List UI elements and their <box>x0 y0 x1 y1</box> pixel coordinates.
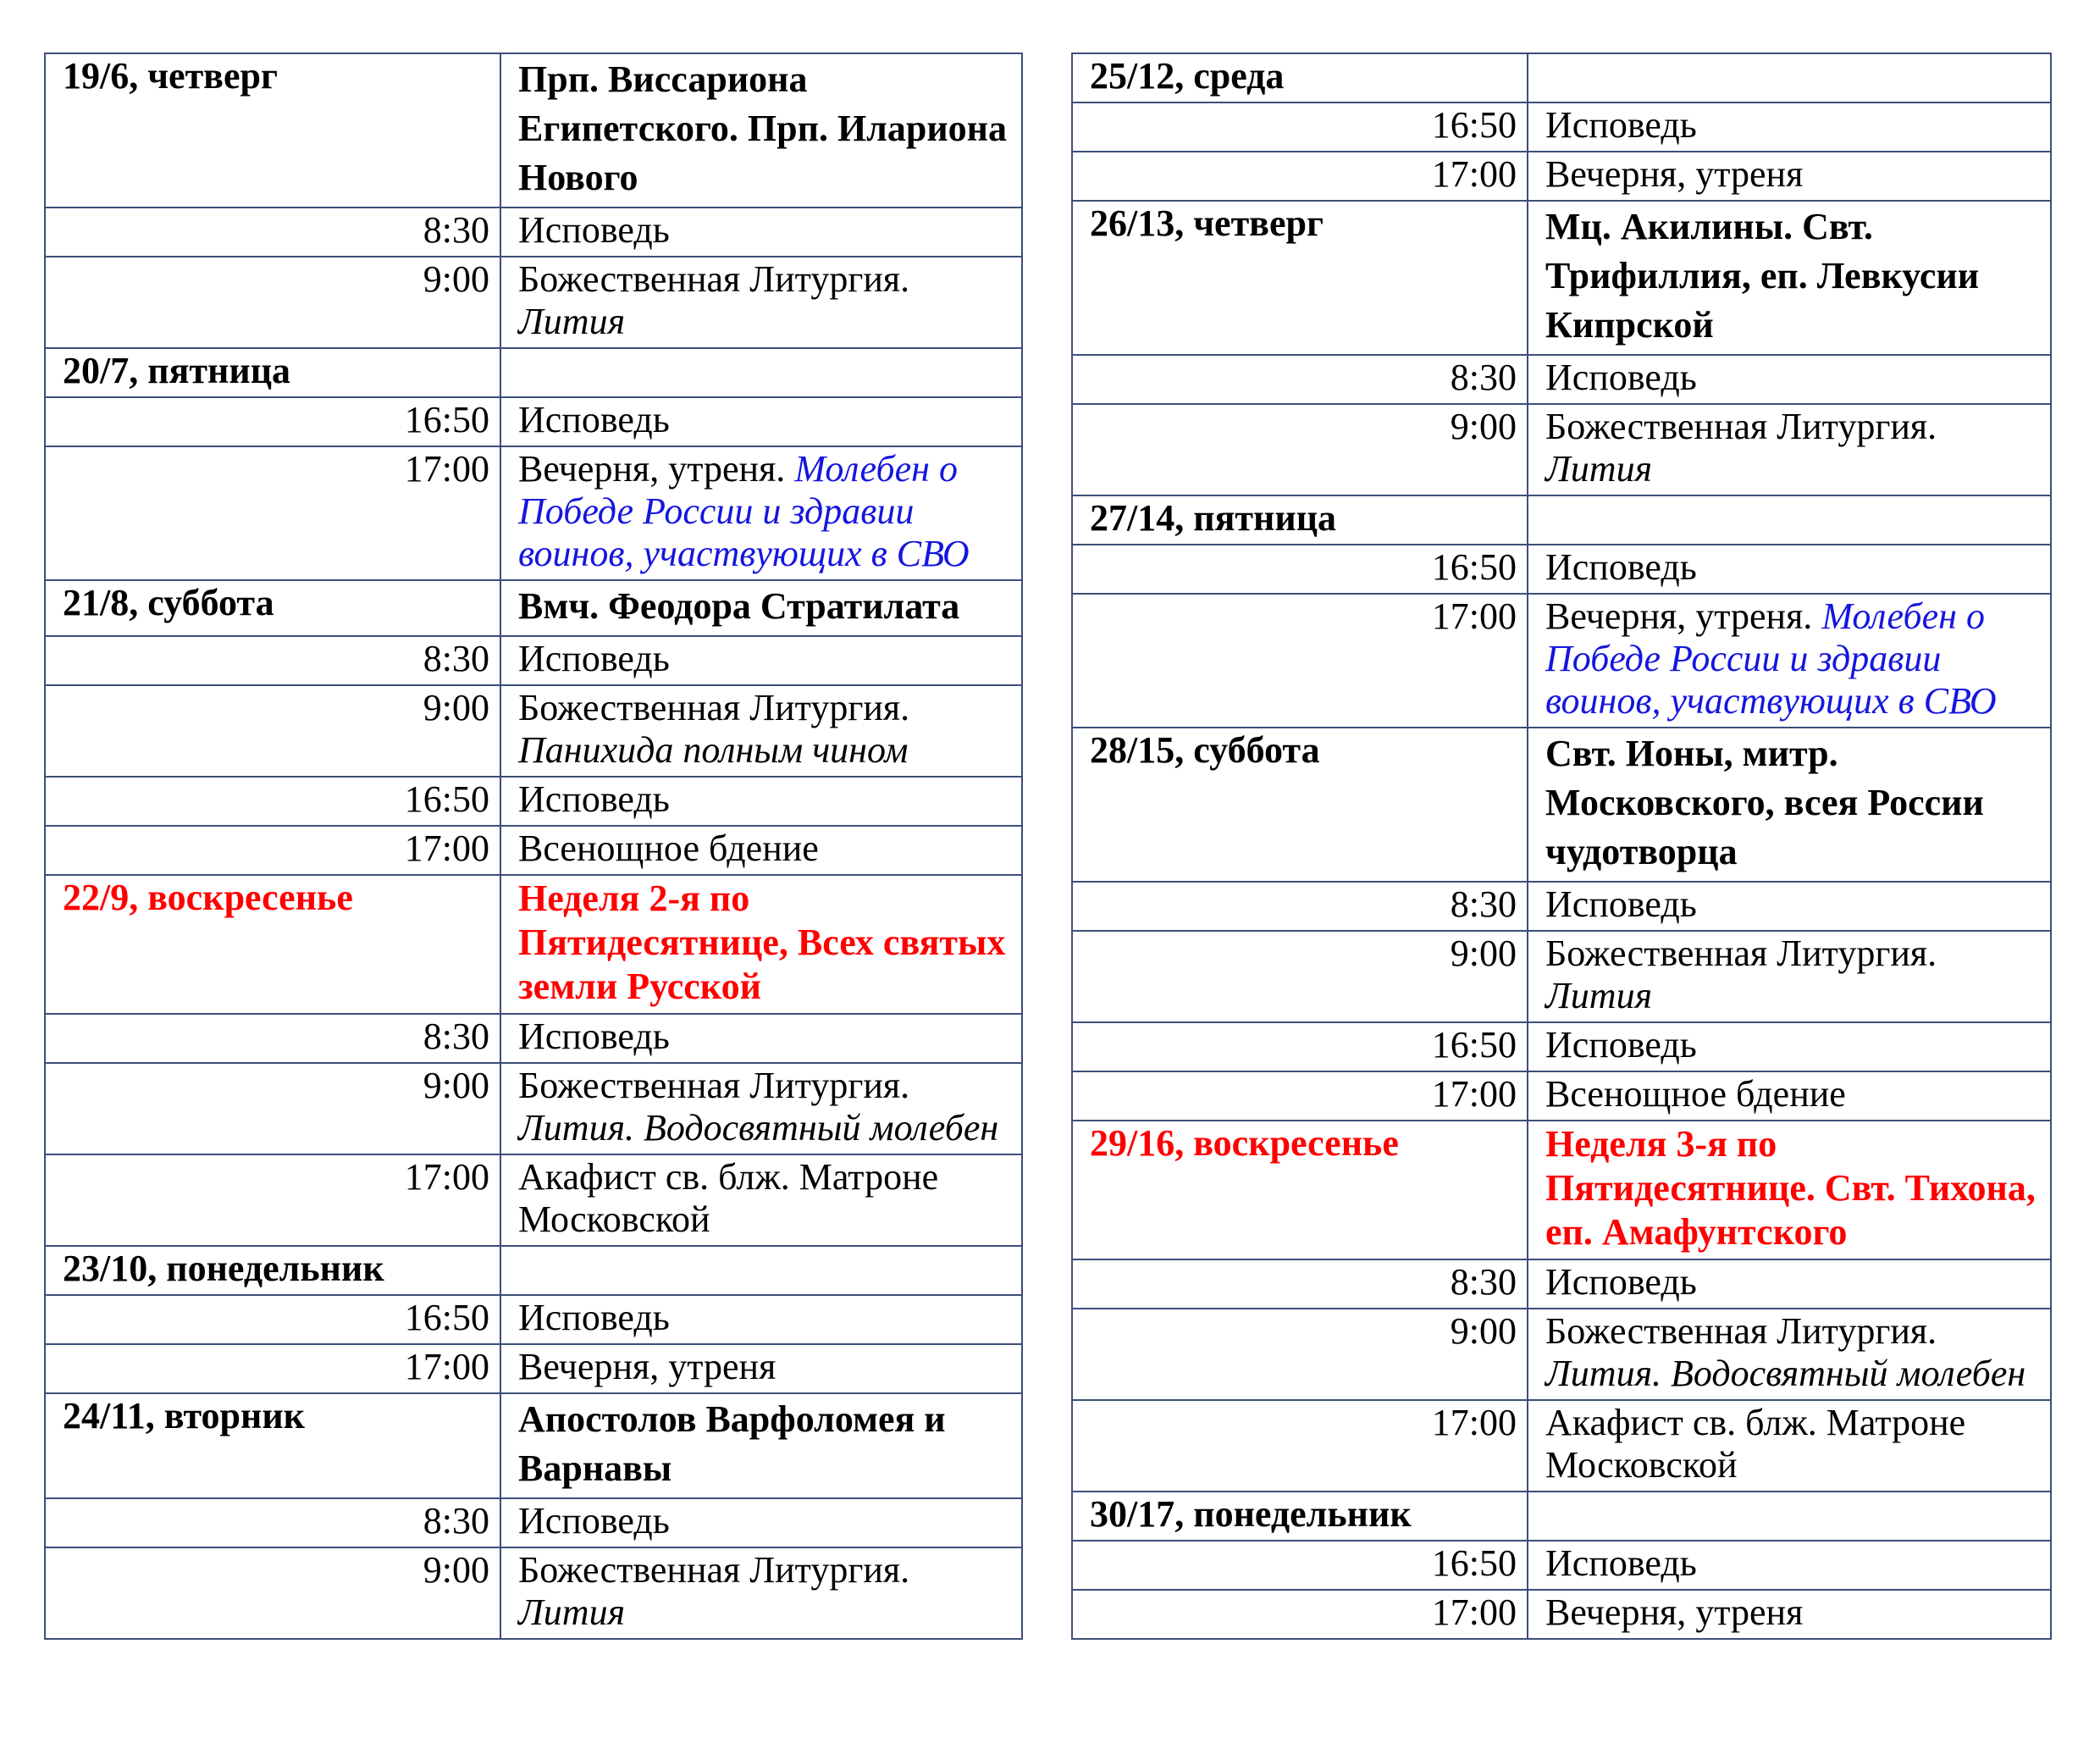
day-date: 28/15, суббота <box>1072 728 1528 882</box>
feast-name <box>500 1246 1022 1295</box>
service-text: Вечерня, утреня. <box>518 448 786 490</box>
service-time: 8:30 <box>1072 882 1528 931</box>
feast-name: Прп. Виссариона Египетского. Прп. Илариона Нового <box>500 53 1022 208</box>
service-row <box>1072 931 2051 1022</box>
service-time: 16:50 <box>45 1295 500 1344</box>
service-time: 17:00 <box>1072 1590 1528 1639</box>
service-text: Исповедь <box>1545 104 1697 146</box>
service-row <box>1072 545 2051 594</box>
day-date: 25/12, среда <box>1072 53 1528 102</box>
service-time: 8:30 <box>45 636 500 685</box>
service-text: Исповедь <box>1545 1261 1697 1303</box>
day-date: 20/7, пятница <box>45 348 500 397</box>
day-date: 27/14, пятница <box>1072 495 1528 545</box>
service-text: Акафист св. блж. Матроне Московской <box>518 1156 939 1240</box>
service-time: 8:30 <box>45 1014 500 1063</box>
service-description <box>500 1547 1022 1639</box>
service-note: Лития <box>1545 448 1653 490</box>
service-row <box>1072 1259 2051 1309</box>
service-description <box>1528 1400 2051 1492</box>
service-description <box>500 1063 1022 1154</box>
service-time: 16:50 <box>45 397 500 446</box>
service-text: Исповедь <box>518 209 670 251</box>
service-time: 9:00 <box>45 257 500 348</box>
service-row <box>45 826 1022 875</box>
day-row <box>1072 1492 2051 1541</box>
service-description <box>500 257 1022 348</box>
service-text: Исповедь <box>1545 1542 1697 1584</box>
service-note: Лития <box>518 301 626 342</box>
day-date: 19/6, четверг <box>45 53 500 208</box>
service-row <box>45 636 1022 685</box>
day-date: 23/10, понедельник <box>45 1246 500 1295</box>
service-time: 17:00 <box>45 446 500 580</box>
service-time: 9:00 <box>1072 1309 1528 1400</box>
service-row <box>1072 1541 2051 1590</box>
day-row <box>45 875 1022 1014</box>
day-row <box>1072 1121 2051 1259</box>
service-text: Акафист св. блж. Матроне Московской <box>1545 1402 1966 1486</box>
service-row <box>45 685 1022 777</box>
feast-name: Вмч. Феодора Стратилата <box>500 580 1022 636</box>
service-row <box>45 777 1022 826</box>
service-row <box>45 208 1022 257</box>
feast-name <box>1528 53 2051 102</box>
service-text: Исповедь <box>1545 1024 1697 1065</box>
service-row <box>45 397 1022 446</box>
service-text: Божественная Литургия. <box>518 1549 910 1591</box>
service-text: Вечерня, утреня <box>1545 153 1804 195</box>
service-time: 8:30 <box>1072 1259 1528 1309</box>
service-time: 9:00 <box>45 1547 500 1639</box>
service-text: Исповедь <box>1545 546 1697 588</box>
service-text: Исповедь <box>518 399 670 440</box>
service-time: 16:50 <box>1072 1541 1528 1590</box>
service-text: Всенощное бдение <box>518 827 819 869</box>
feast-name: Неделя 3-я по Пятидесятнице. Свт. Тихона, еп. Амафунтского <box>1528 1121 2051 1259</box>
service-time: 9:00 <box>1072 404 1528 495</box>
service-text: Исповедь <box>1545 883 1697 925</box>
day-row <box>1072 495 2051 545</box>
service-row <box>45 1547 1022 1639</box>
service-description <box>500 1498 1022 1547</box>
service-row <box>1072 404 2051 495</box>
service-text: Исповедь <box>518 638 670 679</box>
service-row <box>1072 594 2051 728</box>
service-description <box>1528 1590 2051 1639</box>
service-description <box>1528 545 2051 594</box>
service-description <box>500 397 1022 446</box>
service-text: Исповедь <box>1545 357 1697 398</box>
service-row <box>45 1295 1022 1344</box>
service-description <box>1528 102 2051 152</box>
service-row <box>1072 355 2051 404</box>
service-time: 8:30 <box>1072 355 1528 404</box>
day-row <box>45 53 1022 208</box>
service-row <box>45 257 1022 348</box>
day-date: 26/13, четверг <box>1072 201 1528 355</box>
feast-name <box>1528 1492 2051 1541</box>
service-time: 16:50 <box>1072 1022 1528 1071</box>
service-description <box>500 446 1022 580</box>
service-description <box>500 1344 1022 1393</box>
service-time: 17:00 <box>1072 152 1528 201</box>
service-row <box>1072 882 2051 931</box>
service-time: 17:00 <box>45 826 500 875</box>
moleben-note: Молебен о Победе России и здравии воинов, участвующих в СВО <box>518 448 970 574</box>
service-note: Панихида полным чином <box>518 729 909 771</box>
service-description <box>1528 404 2051 495</box>
service-text: Вечерня, утреня. <box>1545 595 1813 637</box>
day-row <box>1072 728 2051 882</box>
feast-name: Неделя 2-я по Пятидесятнице, Всех святых земли Русской <box>500 875 1022 1014</box>
service-row <box>1072 1071 2051 1121</box>
feast-name: Мц. Акилины. Свт. Трифиллия, еп. Левкусии Кипрской <box>1528 201 2051 355</box>
service-text: Божественная Литургия. <box>518 687 910 728</box>
feast-name <box>1528 495 2051 545</box>
service-description <box>1528 1309 2051 1400</box>
day-date: 29/16, воскресенье <box>1072 1121 1528 1259</box>
service-time: 8:30 <box>45 208 500 257</box>
day-row <box>1072 201 2051 355</box>
service-text: Божественная Литургия. <box>518 1065 910 1106</box>
service-row <box>1072 1309 2051 1400</box>
service-time: 16:50 <box>1072 545 1528 594</box>
feast-name <box>500 348 1022 397</box>
service-description <box>1528 355 2051 404</box>
day-date: 24/11, вторник <box>45 1393 500 1498</box>
service-time: 9:00 <box>1072 931 1528 1022</box>
day-row <box>1072 53 2051 102</box>
service-description <box>1528 152 2051 201</box>
service-description <box>1528 1022 2051 1071</box>
service-text: Вечерня, утреня <box>1545 1591 1804 1633</box>
service-text: Божественная Литургия. <box>518 258 910 300</box>
day-row <box>45 348 1022 397</box>
service-description <box>1528 1071 2051 1121</box>
day-date: 21/8, суббота <box>45 580 500 636</box>
service-text: Исповедь <box>518 1297 670 1338</box>
service-time: 9:00 <box>45 1063 500 1154</box>
service-row <box>1072 1400 2051 1492</box>
service-row <box>1072 1590 2051 1639</box>
service-description <box>500 826 1022 875</box>
service-time: 17:00 <box>1072 594 1528 728</box>
service-time: 8:30 <box>45 1498 500 1547</box>
service-description <box>1528 594 2051 728</box>
schedule-table-left <box>44 53 1023 1640</box>
service-row <box>45 1498 1022 1547</box>
service-text: Божественная Литургия. <box>1545 406 1937 447</box>
service-row <box>45 1014 1022 1063</box>
service-note: Лития. Водосвятный молебен <box>1545 1353 2026 1394</box>
service-time: 16:50 <box>45 777 500 826</box>
service-description <box>500 1154 1022 1246</box>
day-date: 30/17, понедельник <box>1072 1492 1528 1541</box>
service-description <box>500 685 1022 777</box>
service-row <box>45 1063 1022 1154</box>
service-text: Божественная Литургия. <box>1545 1310 1937 1352</box>
service-description <box>1528 931 2051 1022</box>
service-description <box>500 636 1022 685</box>
service-time: 17:00 <box>1072 1071 1528 1121</box>
service-note: Лития <box>518 1591 626 1633</box>
service-text: Божественная Литургия. <box>1545 933 1937 974</box>
day-row <box>45 580 1022 636</box>
service-time: 9:00 <box>45 685 500 777</box>
service-text: Исповедь <box>518 778 670 820</box>
service-row <box>45 1344 1022 1393</box>
schedule-table-right <box>1071 53 2052 1640</box>
service-text: Исповедь <box>518 1016 670 1057</box>
service-description <box>500 208 1022 257</box>
service-note: Лития. Водосвятный молебен <box>518 1107 999 1149</box>
service-description <box>1528 1259 2051 1309</box>
service-description <box>1528 1541 2051 1590</box>
service-text: Всенощное бдение <box>1545 1073 1846 1115</box>
service-text: Вечерня, утреня <box>518 1346 776 1387</box>
day-row <box>45 1393 1022 1498</box>
service-time: 17:00 <box>45 1154 500 1246</box>
service-time: 16:50 <box>1072 102 1528 152</box>
service-row <box>1072 152 2051 201</box>
service-description <box>500 1295 1022 1344</box>
service-description <box>500 1014 1022 1063</box>
service-text: Исповедь <box>518 1500 670 1542</box>
service-row <box>1072 1022 2051 1071</box>
service-description <box>1528 882 2051 931</box>
feast-name: Свт. Ионы, митр. Московского, всея России чудотворца <box>1528 728 2051 882</box>
service-note: Лития <box>1545 975 1653 1016</box>
service-description <box>500 777 1022 826</box>
service-row <box>45 446 1022 580</box>
day-date: 22/9, воскресенье <box>45 875 500 1014</box>
service-row <box>45 1154 1022 1246</box>
service-time: 17:00 <box>45 1344 500 1393</box>
service-row <box>1072 102 2051 152</box>
feast-name: Апостолов Варфоломея и Варнавы <box>500 1393 1022 1498</box>
day-row <box>45 1246 1022 1295</box>
moleben-note: Молебен о Победе России и здравии воинов, участвующих в СВО <box>1545 595 1997 722</box>
service-time: 17:00 <box>1072 1400 1528 1492</box>
